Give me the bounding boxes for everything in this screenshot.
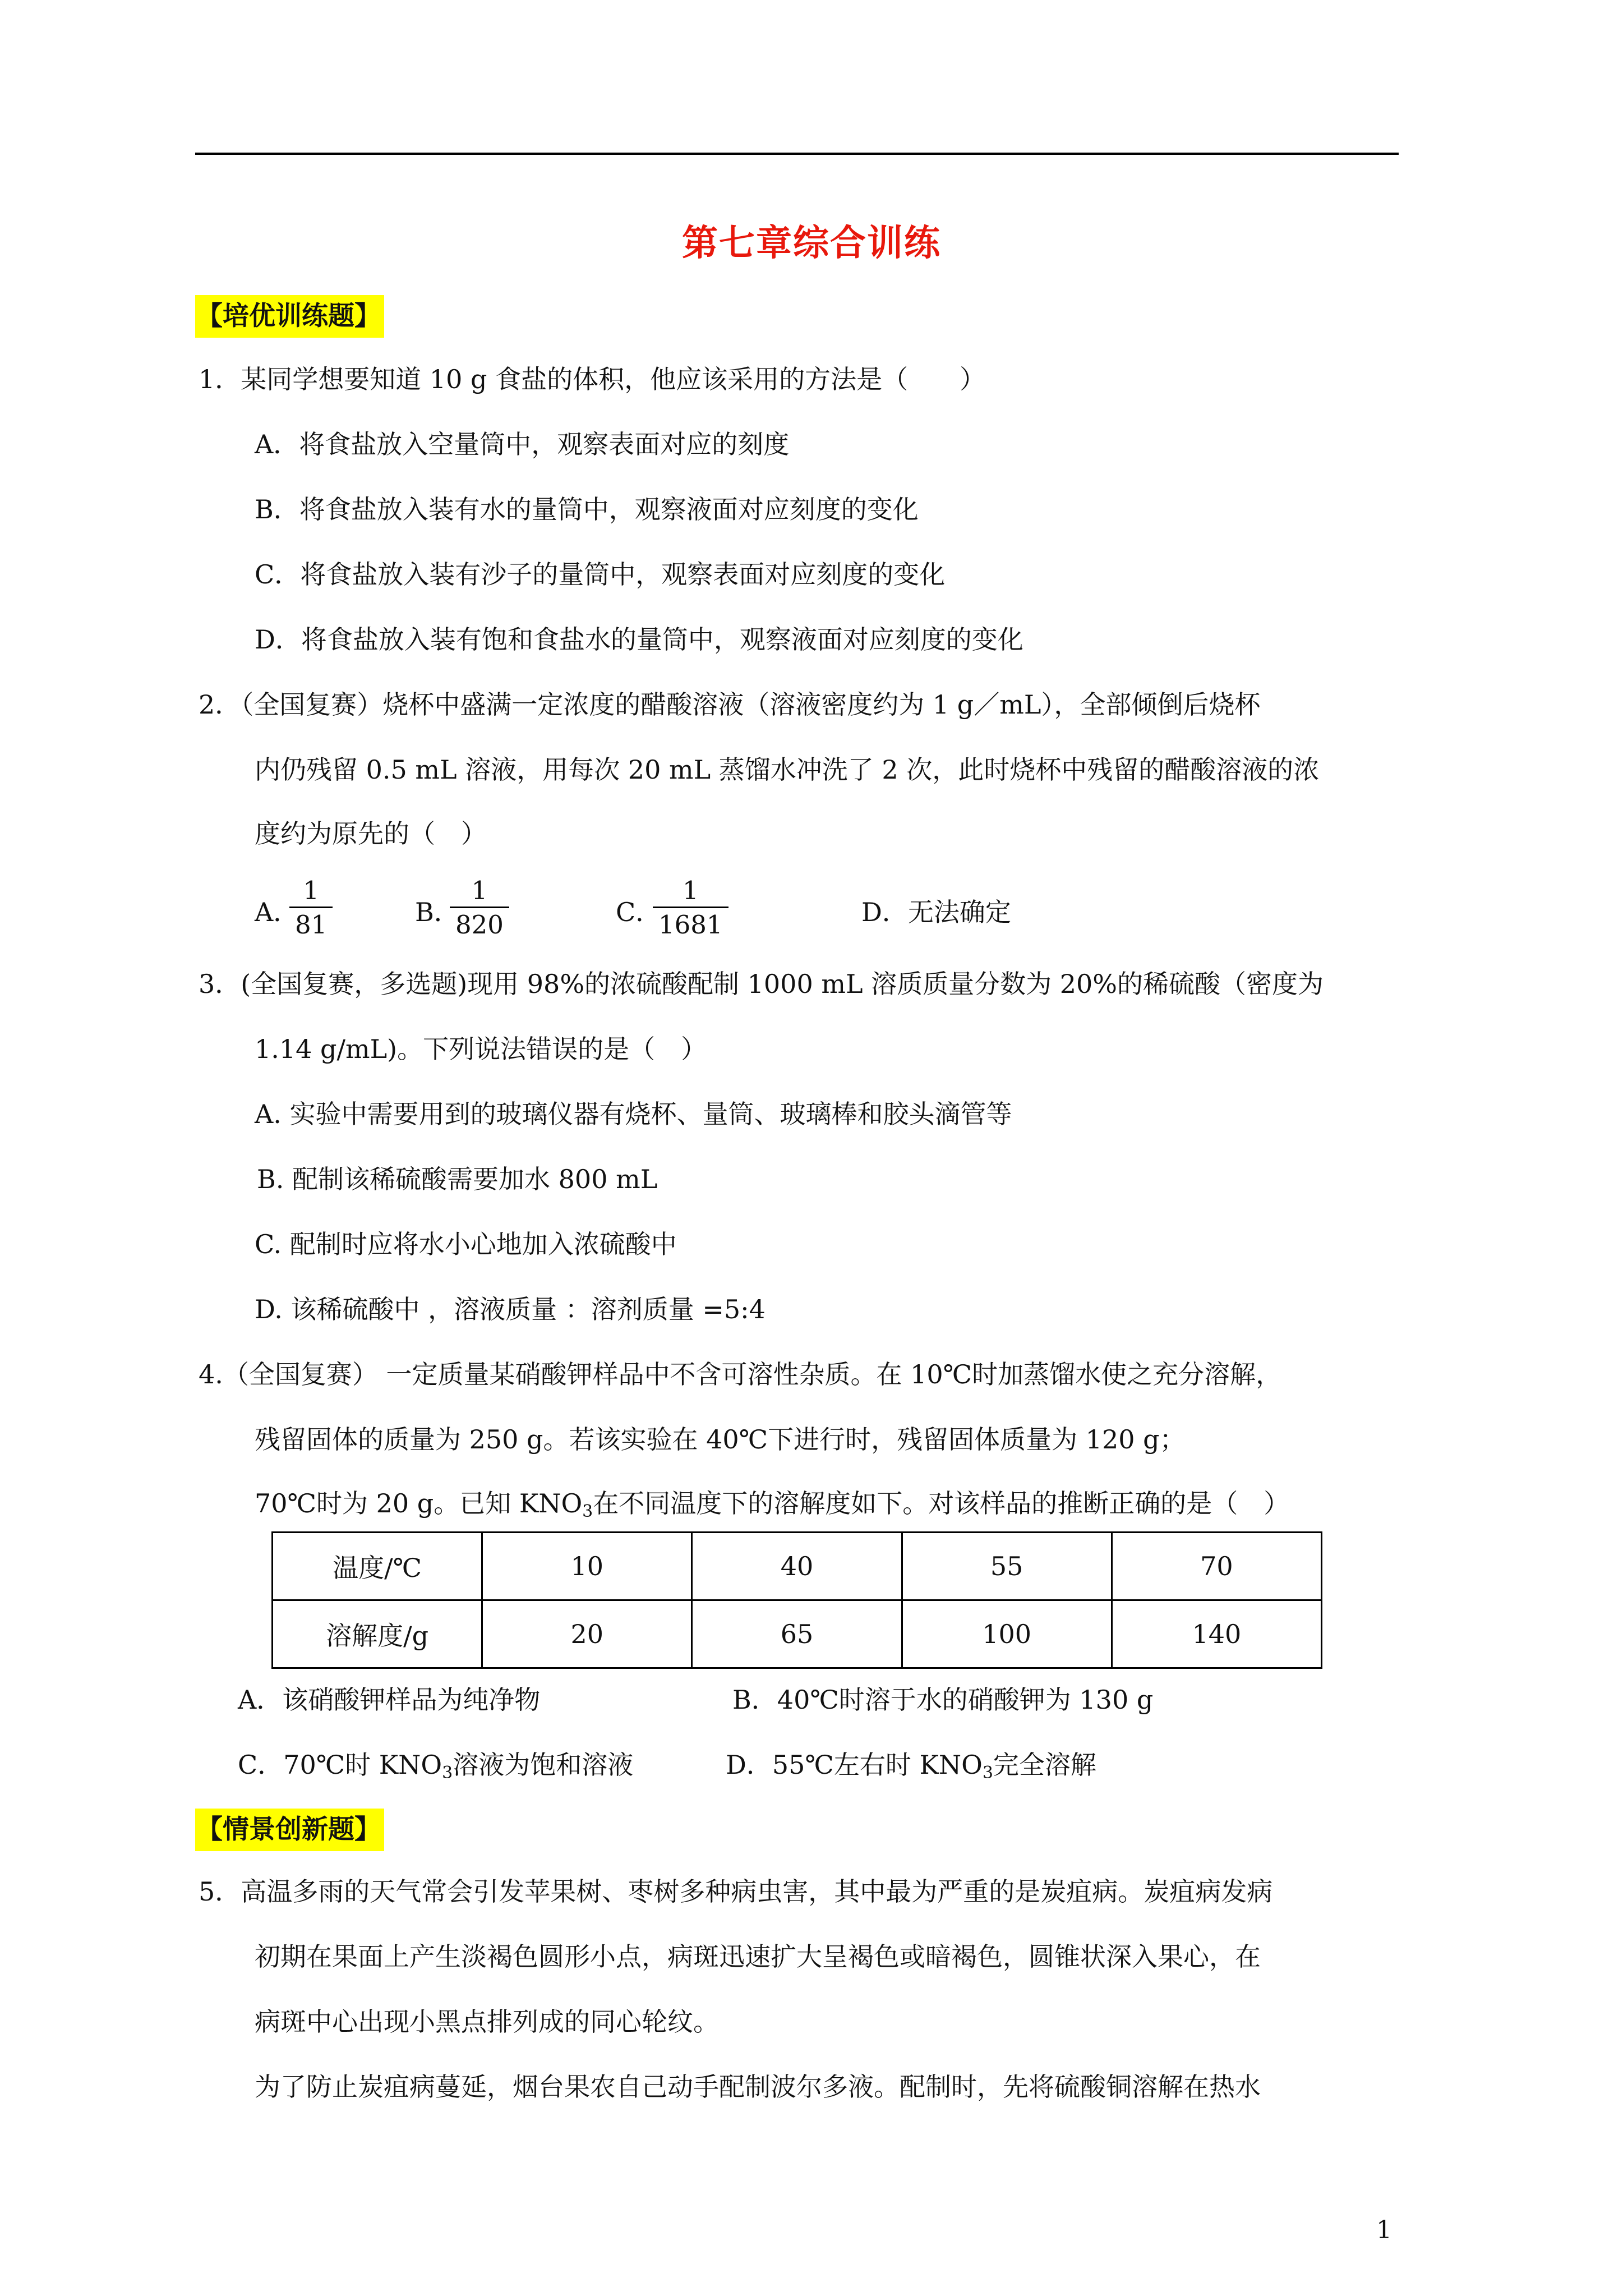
text-segment: 在不同温度下的溶解度如下。对该样品的推断正确的是（ ）: [593, 1488, 1290, 1519]
text-segment: 溶液为饱和溶液: [453, 1750, 634, 1780]
question-2-option-c-label: C．: [616, 897, 662, 927]
table-cell: 140: [1112, 1600, 1321, 1668]
question-4-stem-line-2: 残留固体的质量为 250 g。若该实验在 40℃下进行时，残留固体质量为 120 g；: [255, 1424, 1186, 1455]
table-cell: 20: [482, 1600, 692, 1668]
table-cell: 温度/℃: [273, 1533, 482, 1600]
question-2-stem-line-1: 2．（全国复赛）烧杯中盛满一定浓度的醋酸溶液（溶液密度约为 1 g／mL），全部倾倒后烧杯: [199, 689, 1261, 720]
question-5-line-1: 5．高温多雨的天气常会引发苹果树、枣树多种病虫害，其中最为严重的是炭疽病。炭疽病发病: [199, 1876, 1273, 1907]
header-rule: [195, 153, 1399, 155]
fraction-denominator: 81: [295, 910, 328, 940]
table-cell: 65: [692, 1600, 902, 1668]
question-5-line-2: 初期在果面上产生淡褐色圆形小点，病斑迅速扩大呈褐色或暗褐色，圆锥状深入果心，在: [255, 1941, 1261, 1972]
solubility-table: [271, 1531, 1322, 1669]
text-segment: C．70℃时 KNO: [238, 1750, 442, 1780]
question-3-option-c: C. 配制时应将水小心地加入浓硫酸中: [255, 1229, 677, 1259]
section-label-scenario: 【情景创新题】: [195, 1809, 384, 1851]
page-number: 1: [1376, 2216, 1392, 2244]
table-cell: 10: [482, 1533, 692, 1600]
table-row: [273, 1533, 1322, 1600]
question-4-stem-line-1: 4.（全国复赛） 一定质量某硝酸钾样品中不含可溶性杂质。在 10℃时加蒸馏水使之充分溶解，: [199, 1359, 1282, 1389]
text-segment: 70℃时为 20 g。已知 KNO: [255, 1488, 583, 1519]
question-4-option-c: [238, 1748, 633, 1790]
question-2-option-b-label: B．: [415, 897, 460, 927]
question-3-option-d: D. 该稀硫酸中 ，溶液质量 ：溶剂质量 =5:4: [255, 1294, 766, 1324]
text-segment: D．55℃左右时 KNO: [726, 1750, 983, 1780]
question-4-option-d: [726, 1748, 1096, 1790]
text-segment: 完全溶解: [993, 1750, 1096, 1780]
table-cell: 100: [902, 1600, 1112, 1668]
fraction-denominator: 820: [455, 910, 504, 940]
question-4-stem-line-3: [255, 1487, 1289, 1529]
question-2-option-d: D．无法确定: [861, 897, 1011, 927]
question-2-option-a-label: A．: [255, 897, 299, 927]
table-cell: 溶解度/g: [273, 1600, 482, 1668]
fraction-denominator: 1681: [658, 910, 723, 940]
question-2-stem-line-2: 内仍残留 0.5 mL 溶液，用每次 20 mL 蒸馏水冲洗了 2 次，此时烧杯中残留的醋酸溶液的浓: [255, 754, 1320, 785]
question-4-option-b: B．40℃时溶于水的硝酸钾为 130 g: [732, 1685, 1154, 1715]
question-2-stem-line-3: 度约为原先的（ ）: [255, 818, 487, 849]
question-3-option-a: A. 实验中需要用到的玻璃仪器有烧杯、量筒、玻璃棒和胶头滴管等: [255, 1099, 1012, 1129]
page-title: 第七章综合训练: [682, 222, 941, 264]
question-3-stem-line-1: 3．(全国复赛，多选题)现用 98%的浓硫酸配制 1000 mL 溶质质量分数为 20%的稀硫酸（密度为: [199, 969, 1324, 999]
question-1-stem: 1．某同学想要知道 10 g 食盐的体积，他应该采用的方法是（ ）: [199, 364, 986, 394]
question-1-option-a: A．将食盐放入空量筒中，观察表面对应的刻度: [255, 429, 790, 459]
fraction-numerator: 1: [289, 875, 333, 908]
table-cell: 70: [1112, 1533, 1321, 1600]
question-2-option-c-fraction: [653, 875, 728, 942]
subscript: 3: [582, 1502, 593, 1521]
subscript: 3: [982, 1763, 993, 1783]
question-5-line-4: 为了防止炭疽病蔓延，烟台果农自己动手配制波尔多液。配制时，先将硫酸铜溶解在热水: [255, 2072, 1261, 2102]
fraction-numerator: 1: [450, 875, 509, 908]
question-1-option-d: D．将食盐放入装有饱和食盐水的量筒中，观察液面对应刻度的变化: [255, 624, 1023, 655]
question-2-option-b-fraction: [450, 875, 509, 942]
question-3-stem-line-2: 1.14 g/mL)。下列说法错误的是（ ）: [255, 1034, 707, 1064]
question-5-line-3: 病斑中心出现小黑点排列成的同心轮纹。: [255, 2007, 719, 2037]
table-row: [273, 1600, 1322, 1668]
question-2-option-a-fraction: [289, 875, 333, 942]
section-label-training: 【培优训练题】: [195, 295, 384, 338]
table-cell: 55: [902, 1533, 1112, 1600]
question-1-option-b: B．将食盐放入装有水的量筒中，观察液面对应刻度的变化: [255, 494, 919, 524]
fraction-numerator: 1: [653, 875, 728, 908]
table-cell: 40: [692, 1533, 902, 1600]
question-1-option-c: C．将食盐放入装有沙子的量筒中，观察表面对应刻度的变化: [255, 559, 946, 590]
question-4-option-a: A．该硝酸钾样品为纯净物: [238, 1685, 541, 1715]
subscript: 3: [442, 1763, 453, 1783]
question-3-option-b: B. 配制该稀硫酸需要加水 800 mL: [257, 1164, 658, 1194]
